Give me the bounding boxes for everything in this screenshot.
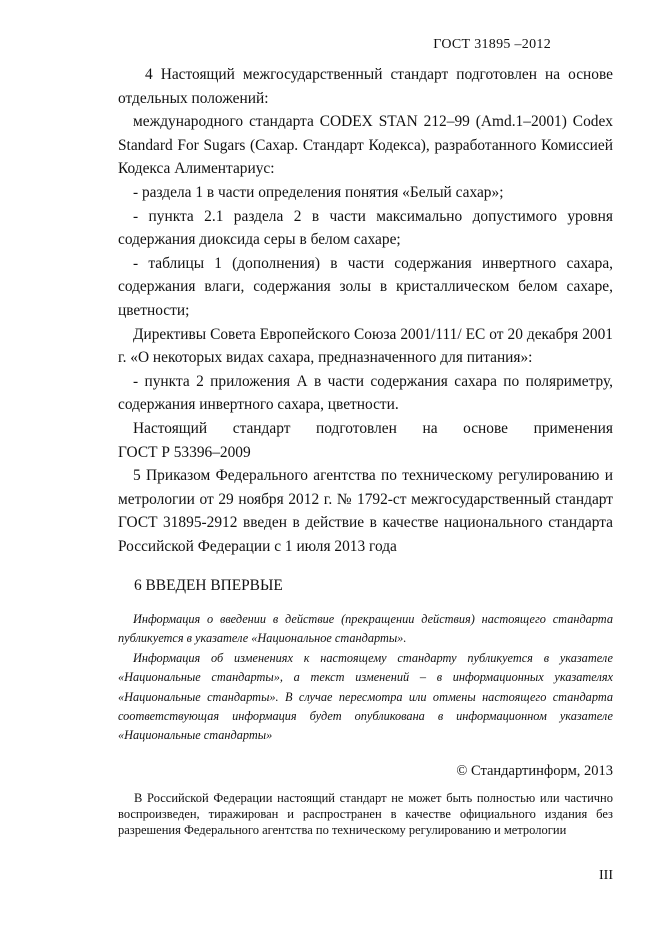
section-6-heading: 6 ВВЕДЕН ВПЕРВЫЕ: [134, 577, 283, 594]
paragraph-section-1: - раздела 1 в части определения понятия «Белый сахар»;: [133, 183, 504, 201]
notice-text: В Российской Федерации настоящий стандарт не может быть полностью или частично воспроизведен, тиражирован и распространен в качестве официального издания без разрешения Федерального агентства по техническому регулированию и метрологии: [118, 791, 613, 837]
paragraph-directive: Директивы Совета Европейского Союза 2001/111/ ЕС от 20 декабря 2001 г. «О некоторых видах сахара, предназначенного для питания»:: [118, 325, 613, 367]
paragraph-4: 4 Настоящий межгосударственный стандарт подготовлен на основе отдельных положений:: [118, 66, 613, 107]
paragraph-annex-a: - пункта 2 приложения А в части содержания сахара по поляриметру, содержания инвертного сахара, цветности.: [118, 372, 613, 414]
info-introduction: Информация о введении в действие (прекращении действия) настоящего стандарта публикуется в указателе «Национальное стандарты».: [118, 612, 613, 646]
paragraph-table-1: - таблицы 1 (дополнения) в части содержания инвертного сахара, содержания влаги, содержания золы в кристаллическом белом сахаре, цветности;: [118, 254, 613, 319]
page-number: III: [599, 868, 613, 883]
paragraph-basis: Настоящий стандарт подготовлен на основе применения: [133, 419, 613, 437]
paragraph-codex: международного стандарта CODEX STAN 212–99 (Amd.1–2001) Codex Standard For Sugars (Сахар. Стандарт Кодекса), разработанного Комиссией Кодекса Алиментариус:: [118, 113, 613, 178]
paragraph-clause-2-1: - пункта 2.1 раздела 2 в части максимально допустимого уровня содержания диоксида серы в белом сахаре;: [118, 207, 613, 249]
reproduction-notice: [118, 790, 613, 838]
paragraph-basis-standard: ГОСТ Р 53396–2009: [118, 443, 251, 461]
info-changes: Информация об изменениях к настоящему стандарту публикуется в указателе «Национальные стандарты», а текст изменений – в информационных указателях «Национальные стандарты». В случае пересмотра или отмены настоящего стандарта соответствующая информация будет опубликована в информационном указателе «Национальные стандарты»: [118, 650, 613, 743]
document-code: ГОСТ 31895 –2012: [433, 37, 551, 52]
preface-body: [118, 63, 613, 558]
paragraph-5: 5 Приказом Федерального агентства по техническому регулированию и метрологии от 29 ноября 2012 г. № 1792-ст межгосударственный стандарт ГОСТ 31895-2912 введен в действие в качестве национального стандарта Российской Федерации с 1 июля 2013 года: [118, 467, 613, 555]
copyright: © Стандартинформ, 2013: [456, 763, 613, 779]
info-block: [118, 610, 613, 746]
